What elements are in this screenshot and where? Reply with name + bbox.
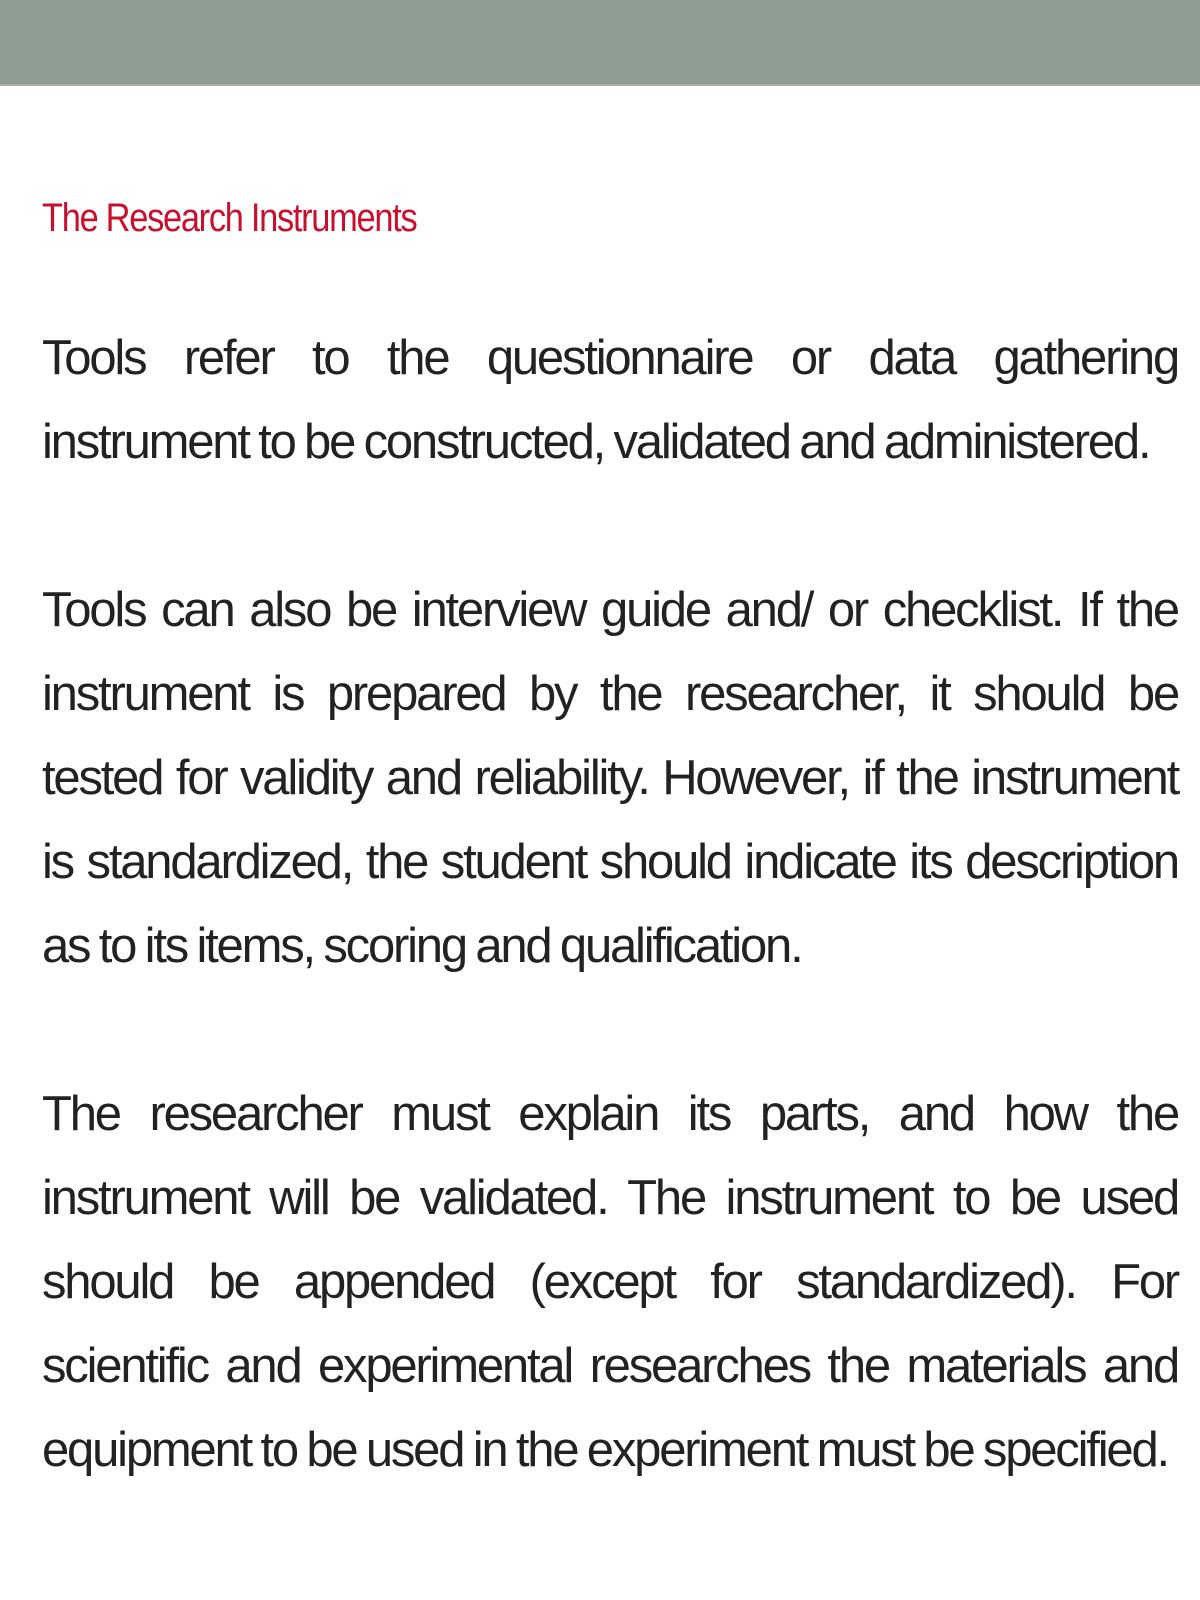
paragraph-tools-validity: Tools can also be interview guide and/ or checklist. If the instrument is prepared by the researcher, it should be tested for validity and reliability. However, if the instrument is standardized, the student should indicate its description as to its items, scoring and qualification. <box>42 583 1178 973</box>
paragraph-tools-definition: Tools refer to the questionnaire or data gathering instrument to be constructed, validated and administered. <box>42 331 1178 469</box>
slide-top-band <box>0 0 1200 86</box>
paragraph-instrument-parts: The researcher must explain its parts, and how the instrument will be validated. The instrument to be used should be appended (except for standardized). For scientific and experimental researches the materials and equipment to be used in the experiment must be specified. <box>42 1087 1178 1477</box>
slide-heading: The Research Instruments <box>42 196 417 240</box>
slide-content <box>42 190 1178 1492</box>
